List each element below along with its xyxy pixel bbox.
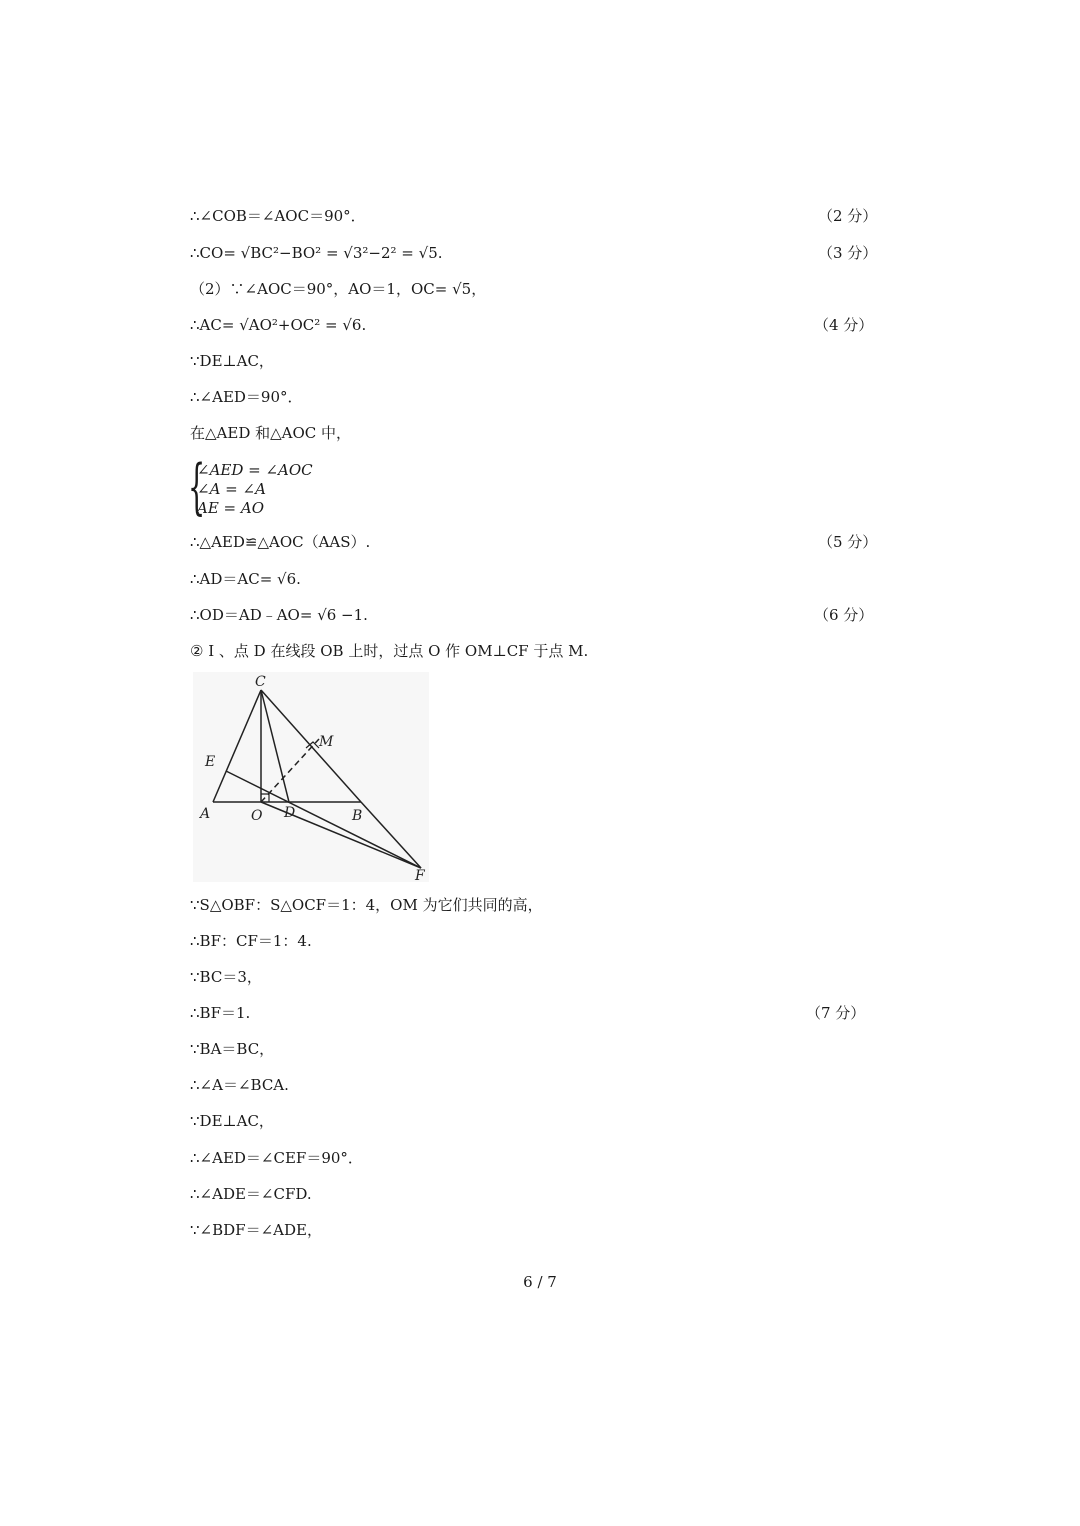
figure-background (193, 672, 429, 882)
line-18: ∵DE⊥AC， (190, 1112, 274, 1130)
line-10: ∴OD＝AD﹣AO= √6 −1. (190, 606, 368, 624)
line-16: ∵BA＝BC， (190, 1040, 275, 1058)
line-14: ∵BC＝3， (190, 968, 262, 986)
label-M: M (319, 734, 334, 750)
line-9: ∴AD＝AC= √6. (190, 570, 301, 588)
label-A: A (200, 806, 211, 822)
label-B: B (352, 808, 363, 824)
label-C: C (255, 674, 266, 690)
system-row-2: ∠A = ∠A (197, 480, 266, 498)
line-12: ∵S△OBF：S△OCF＝1：4，OM 为它们共同的高， (190, 896, 543, 914)
score-7: （7 分） (806, 1004, 866, 1022)
line-13: ∴BF：CF＝1：4. (190, 932, 312, 950)
label-E: E (205, 754, 216, 770)
score-2: （2 分） (818, 207, 878, 225)
line-4: ∴AC= √AO²+OC² = √6. (190, 316, 367, 334)
system-brace: { (188, 452, 206, 522)
line-6: ∴∠AED＝90°． (190, 388, 303, 406)
page-number: 6 / 7 (523, 1273, 557, 1291)
system-row-1: ∠AED = ∠AOC (197, 461, 313, 479)
line-17: ∴∠A＝∠BCA. (190, 1076, 289, 1094)
score-5: （5 分） (818, 533, 878, 551)
line-3: （2）∵∠AOC＝90°，AO＝1，OC= √5， (190, 280, 487, 298)
label-D: D (284, 805, 296, 821)
geometry-figure (193, 672, 429, 882)
system-row-3: AE = AO (197, 499, 265, 517)
score-6: （6 分） (814, 606, 874, 624)
label-O: O (251, 808, 263, 824)
line-2: ∴CO= √BC²−BO² = √3²−2² = √5. (190, 244, 443, 262)
line-8: ∴△AED≌△AOC（AAS）. (190, 533, 371, 551)
line-19: ∴∠AED＝∠CEF＝90°． (190, 1149, 363, 1167)
score-3: （3 分） (818, 244, 878, 262)
line-15: ∴BF＝1. (190, 1004, 251, 1022)
line-21: ∵∠BDF＝∠ADE， (190, 1221, 322, 1239)
score-4: （4 分） (814, 316, 874, 334)
label-F: F (415, 868, 425, 882)
line-11: ② I 、点 D 在线段 OB 上时，过点 O 作 OM⊥CF 于点 M. (190, 642, 589, 660)
line-7: 在△AED 和△AOC 中， (190, 424, 352, 442)
line-5: ∵DE⊥AC， (190, 352, 274, 370)
line-1: ∴∠COB＝∠AOC＝90°． (190, 207, 366, 225)
line-20: ∴∠ADE＝∠CFD. (190, 1185, 312, 1203)
